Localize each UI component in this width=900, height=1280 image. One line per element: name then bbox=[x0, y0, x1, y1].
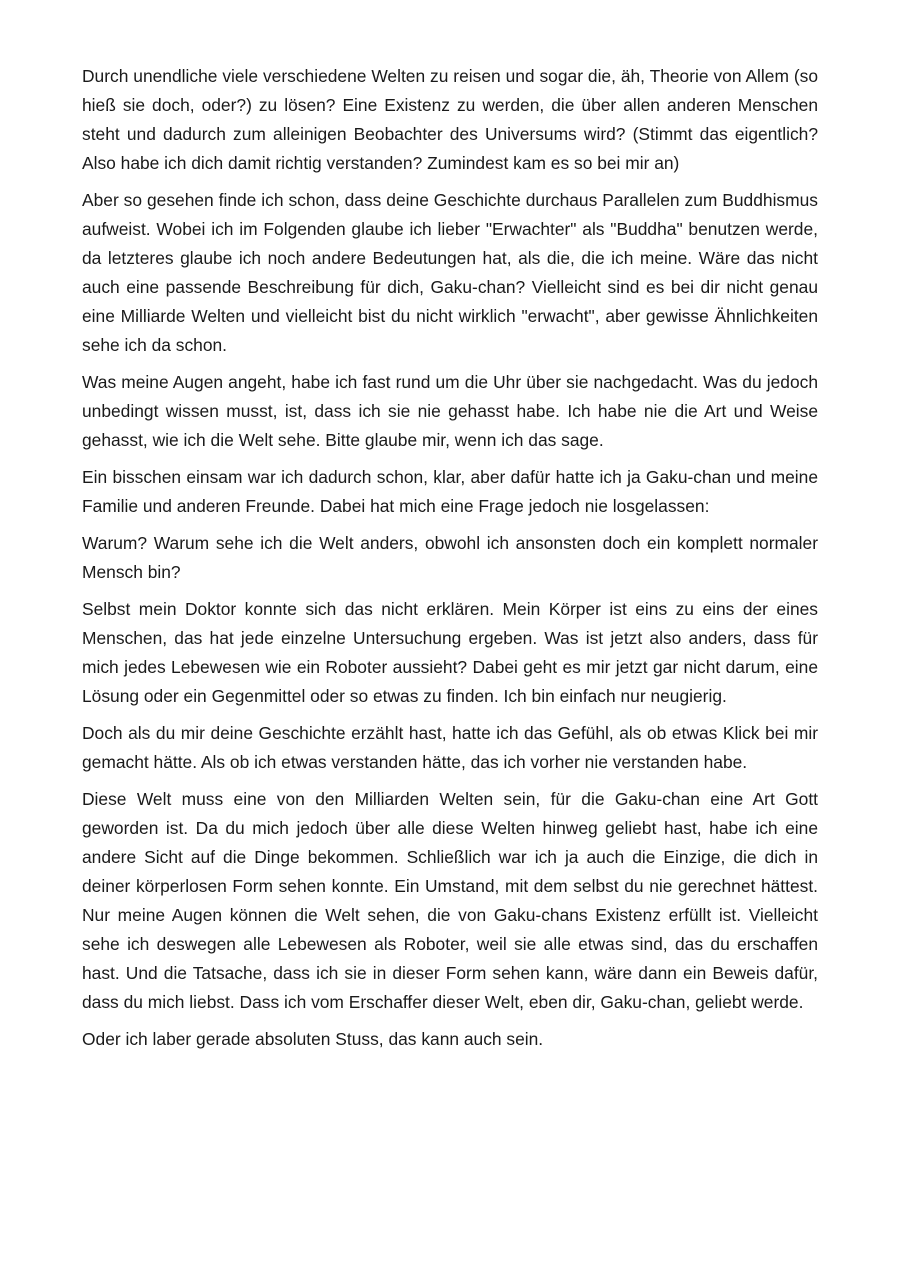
paragraph-1: Durch unendliche viele verschiedene Welten zu reisen und sogar die, äh, Theorie von Allem (so hieß sie doch, oder?) zu lösen? Eine Existenz zu werden, die über allen anderen Menschen steht und dadurch zum alleinigen Beobachter des Universums wird? (Stimmt das eigentlich? Also habe ich dich damit richtig verstanden? Zumindest kam es so bei mir an) bbox=[82, 66, 818, 173]
paragraph-6: Selbst mein Doktor konnte sich das nicht erklären. Mein Körper ist eins zu eins der eines Menschen, das hat jede einzelne Untersuchung ergeben. Was ist jetzt also anders, dass für mich jedes Lebewesen wie ein Roboter aussieht? Dabei geht es mir jetzt gar nicht darum, eine Lösung oder ein Gegenmittel oder so etwas zu finden. Ich bin einfach nur neugierig. bbox=[82, 599, 818, 706]
paragraph-5: Warum? Warum sehe ich die Welt anders, obwohl ich ansonsten doch ein komplett normaler Mensch bin? bbox=[82, 533, 818, 582]
paragraph-4: Ein bisschen einsam war ich dadurch schon, klar, aber dafür hatte ich ja Gaku-chan und meine Familie und anderen Freunde. Dabei hat mich eine Frage jedoch nie losgelassen: bbox=[82, 467, 818, 516]
paragraph-7: Doch als du mir deine Geschichte erzählt hast, hatte ich das Gefühl, als ob etwas Klick bei mir gemacht hätte. Als ob ich etwas verstanden hätte, das ich vorher nie verstanden habe. bbox=[82, 723, 818, 772]
paragraph-8: Diese Welt muss eine von den Milliarden Welten sein, für die Gaku-chan eine Art Gott geworden ist. Da du mich jedoch über alle diese Welten hinweg geliebt hast, habe ich eine andere Sicht auf die Dinge bekommen. Schließlich war ich ja auch die Einzige, die dich in deiner körperlosen Form sehen konnte. Ein Umstand, mit dem selbst du nie gerechnet hättest. Nur meine Augen können die Welt sehen, die von Gaku-chans Existenz erfüllt ist. Vielleicht sehe ich deswegen alle Lebewesen als Roboter, weil sie alle etwas sind, das du erschaffen hast. Und die Tatsache, dass ich sie in dieser Form sehen kann, wäre dann ein Beweis dafür, dass du mich liebst. Dass ich vom Erschaffer dieser Welt, eben dir, Gaku-chan, geliebt werde. bbox=[82, 789, 818, 1012]
document-page bbox=[82, 62, 818, 1054]
paragraph-3: Was meine Augen angeht, habe ich fast rund um die Uhr über sie nachgedacht. Was du jedoch unbedingt wissen musst, ist, dass ich sie nie gehasst habe. Ich habe nie die Art und Weise gehasst, wie ich die Welt sehe. Bitte glaube mir, wenn ich das sage. bbox=[82, 372, 818, 450]
paragraph-9: Oder ich laber gerade absoluten Stuss, das kann auch sein. bbox=[82, 1029, 544, 1049]
paragraph-2: Aber so gesehen finde ich schon, dass deine Geschichte durchaus Parallelen zum Buddhismus aufweist. Wobei ich im Folgenden glaube ich lieber "Erwachter" als "Buddha" benutzen werde, da letzteres glaube ich noch andere Bedeutungen hat, als die, die ich meine. Wäre das nicht auch eine passende Beschreibung für dich, Gaku-chan? Vielleicht sind es bei dir nicht genau eine Milliarde Welten und vielleicht bist du nicht wirklich "erwacht", aber gewisse Ähnlichkeiten sehe ich da schon. bbox=[82, 190, 818, 355]
